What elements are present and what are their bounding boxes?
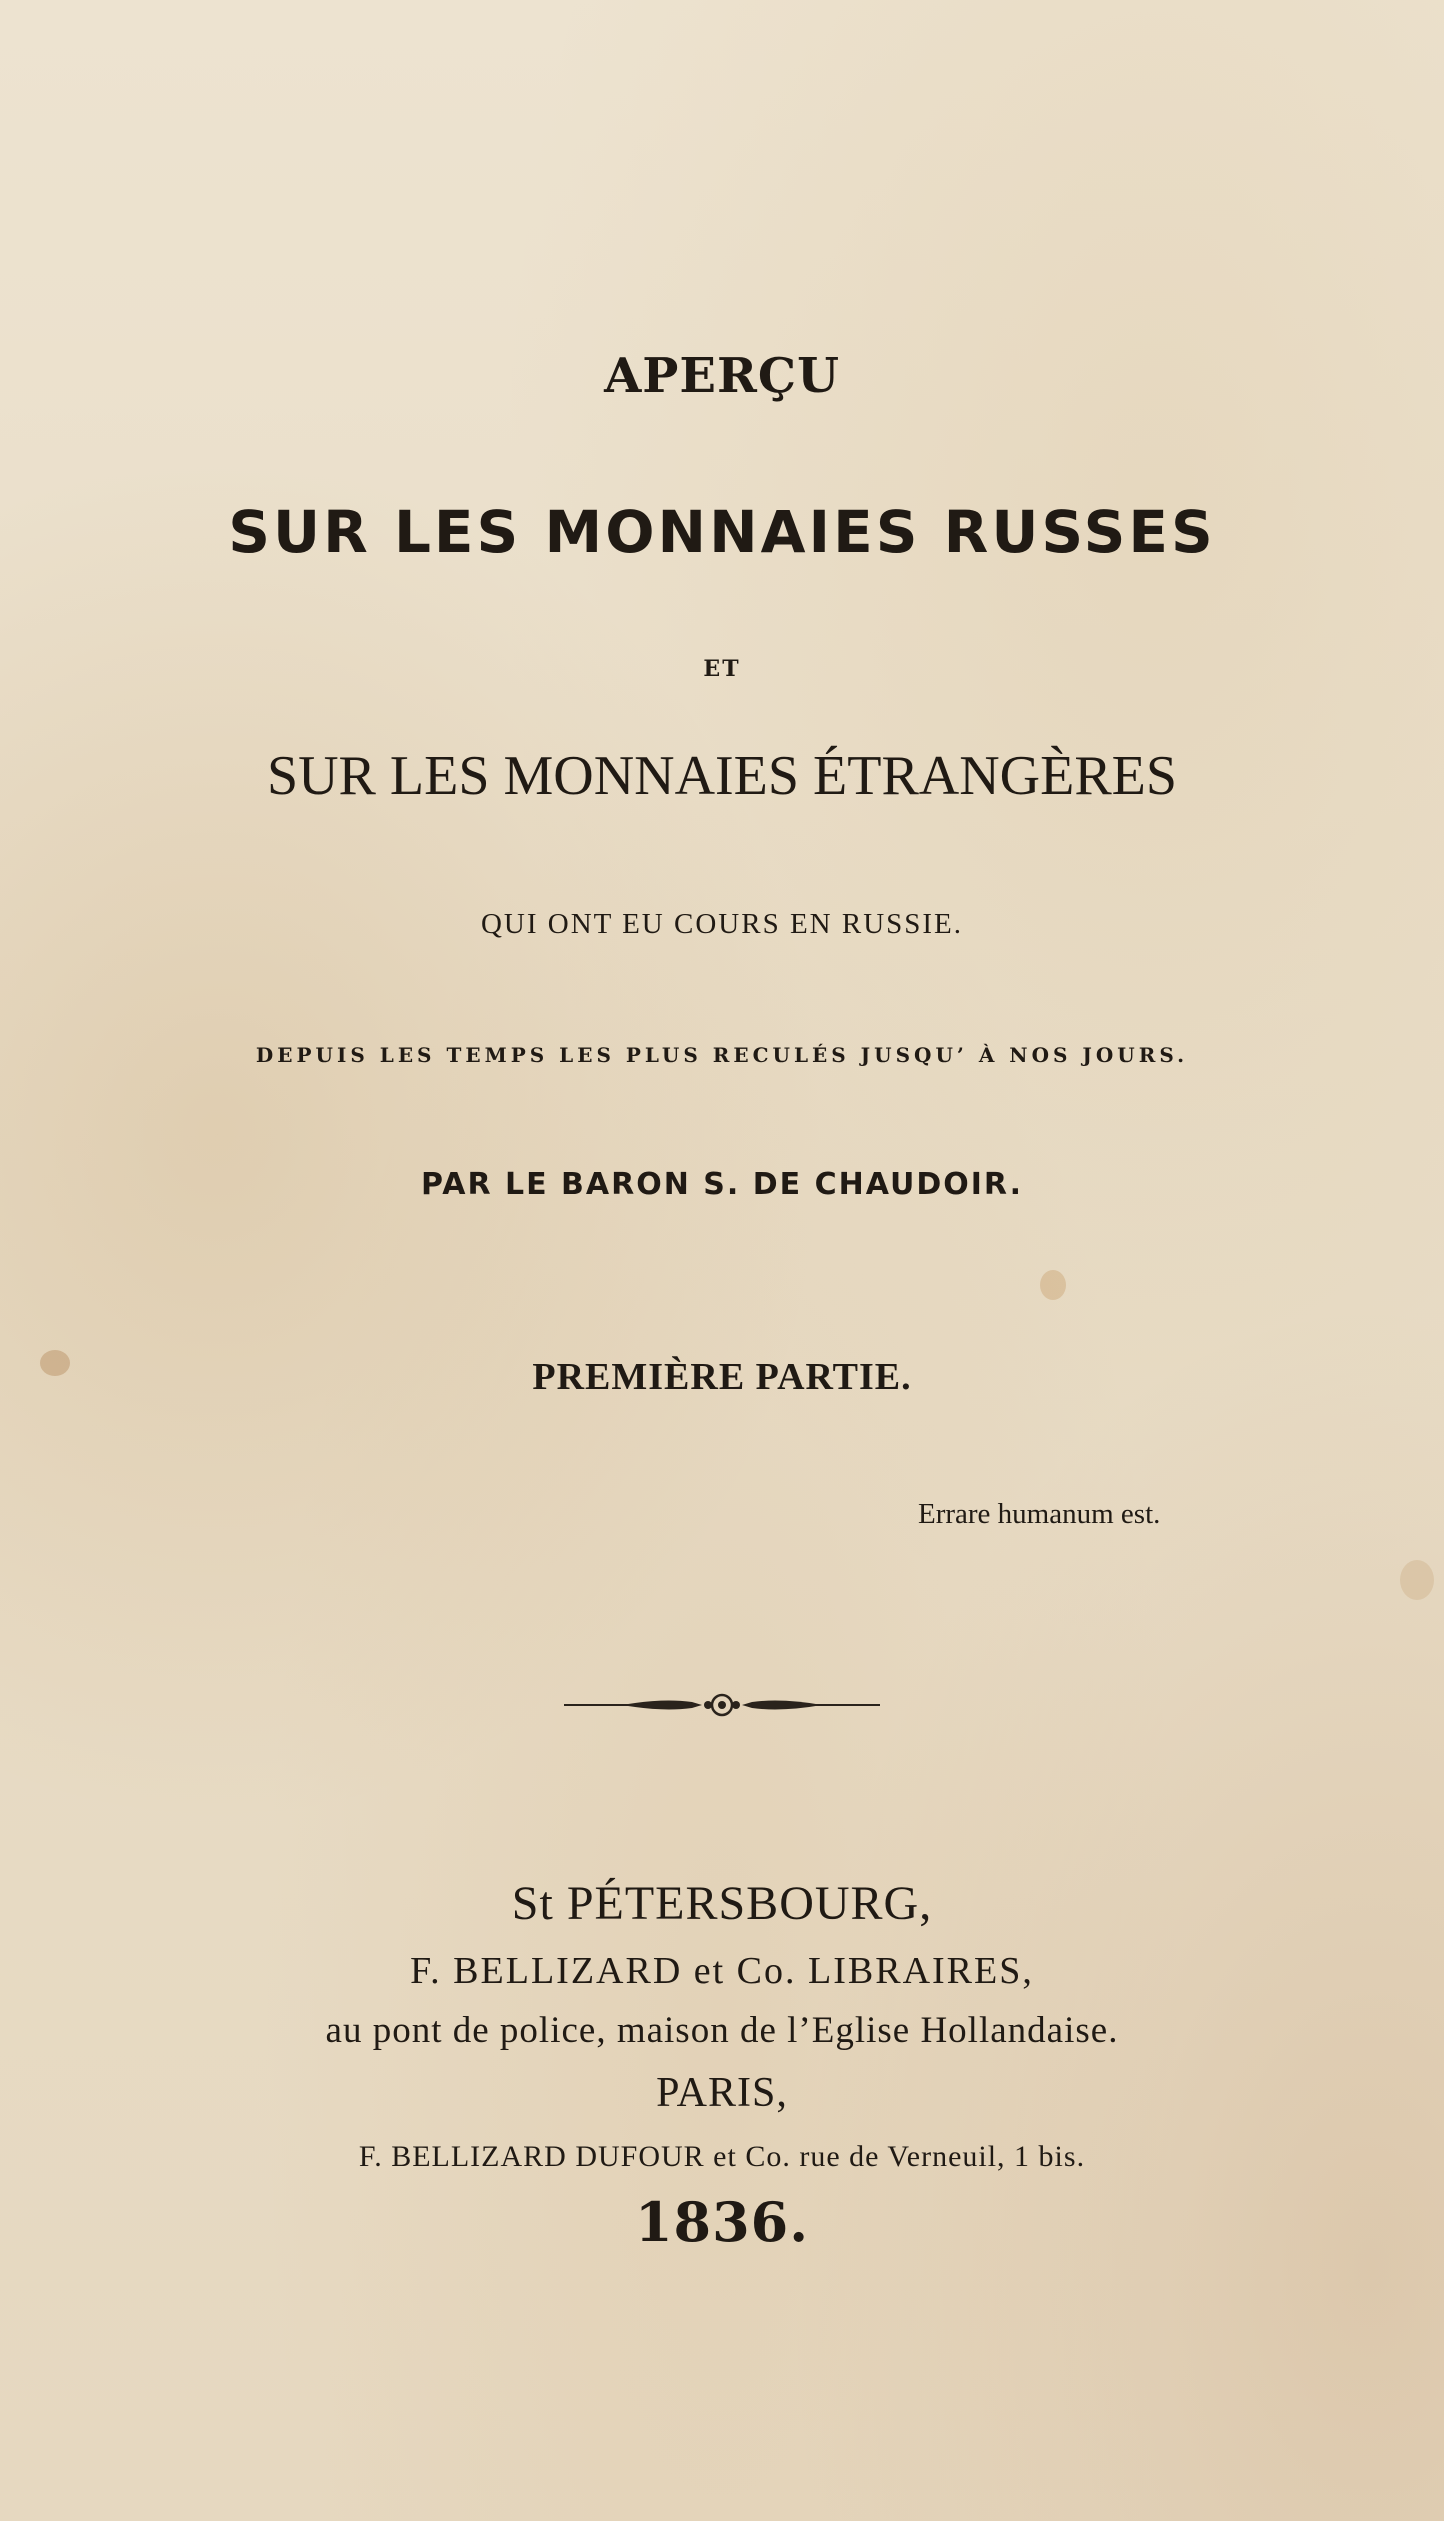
imprint-address: au pont de police, maison de l’Eglise Hollandaise. [325, 2010, 1119, 2051]
title-line-4: SUR LES MONNAIES ÉTRANGÈRES [266, 745, 1178, 807]
imprint-publisher-2: F. BELLIZARD DUFOUR et Co. rue de Verneuil, 1 bis. [358, 2140, 1086, 2173]
foxing-spot [1040, 1270, 1066, 1300]
title-line-2: SUR LES MONNAIES RUSSES [228, 498, 1216, 566]
imprint-city: St PÉTERSBOURG, [511, 1877, 933, 1930]
imprint-publisher: F. BELLIZARD et Co. LIBRAIRES, [410, 1950, 1034, 1992]
motto: Errare humanum est. [918, 1498, 1161, 1530]
foxing-spot [1400, 1560, 1434, 1600]
imprint-year: 1836. [634, 2190, 810, 2254]
title-conjunction: ET [703, 656, 741, 682]
imprint-city-2: PARIS, [656, 2070, 788, 2116]
part-heading: PREMIÈRE PARTIE. [532, 1356, 912, 1398]
title-line-1: APERÇU [604, 348, 840, 404]
ornament-divider-icon [562, 1690, 882, 1720]
subtitle-line-2: DEPUIS LES TEMPS LES PLUS RECULÉS JUSQU’ À NOS JOURS. [255, 1043, 1189, 1067]
author-line: PAR LE BARON S. DE CHAUDOIR. [421, 1167, 1023, 1202]
subtitle-line-1: QUI ONT EU COURS EN RUSSIE. [480, 908, 964, 940]
